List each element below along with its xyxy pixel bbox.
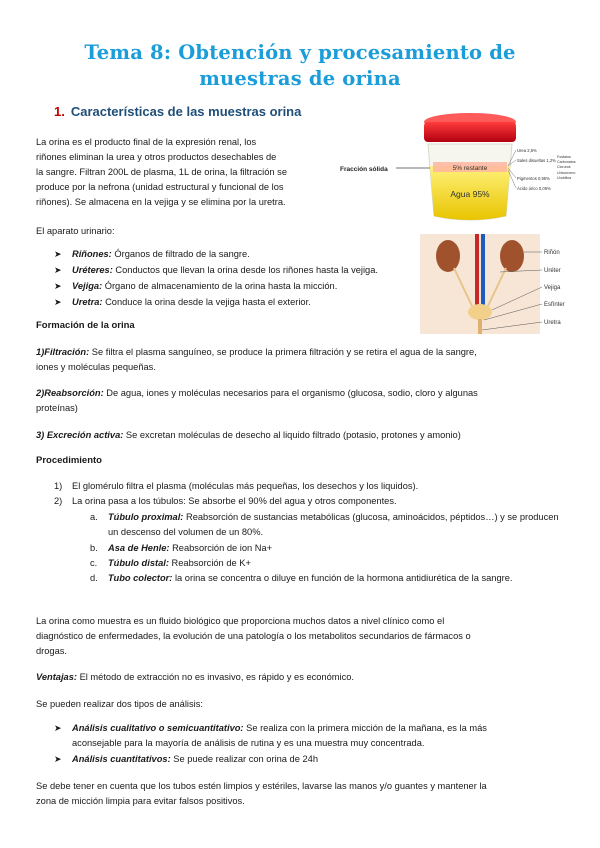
final-line-1: Se debe tener en cuenta que los tubos estén limpios y estériles, lavarse las manos y/o guantes y mantener la [36,781,487,791]
cualitativo-line-2: aconsejable para la mayoría de análisis de rutina y es una muestra muy concentrada. [72,738,425,748]
aparato-intro: El aparato urinario: [36,226,115,236]
restante-label: 5% restante [452,165,488,172]
analisis-intro: Se pueden realizar dos tipos de análisis: [36,699,203,709]
arrow-bullet-icon: ➤ [54,281,62,291]
procedimiento-heading: Procedimiento [36,455,102,466]
section-heading [54,104,301,119]
final-line-2: zona de micción limpia para evitar falsos positivos. [36,796,245,806]
vena-cava [481,234,485,309]
cup-sublabel: Fosfatos [557,155,571,159]
anat-label: Uretra [544,320,561,326]
list-item: a. Túbulo proximal: Reabsorción de sustancias metabólicas (glucosa, aminoácidos, péptidos…) y se producen un descenso del volumen de un 80%. [90,512,559,537]
muestra-line-2: diagnóstico de enfermedades, la evolución de una patología o los metabolitos secundarios de fármacos o [36,631,471,641]
arrow-bullet-icon: ➤ [54,265,62,275]
list-item: d. Tubo colector: la orina se concentra o diluye en función de la hormona antidiurética de la sangre. [90,573,513,583]
arrow-bullet-icon: ➤ [54,754,62,764]
intro-line-2: riñones eliminan la urea y otros productos desechables de [36,152,277,162]
page-title: Tema 8: Obtención y procesamiento de muestras de orina [84,41,516,90]
list-item: b. Asa de Henle: Reabsorción de ion Na+ [90,543,273,553]
list-item: 2) La orina pasa a los túbulos: Se absorbe el 90% del agua y otros componentes. [54,496,397,506]
kidney-left [436,240,460,272]
list-item: ➤ Vejiga: Órgano de almacenamiento de la orina hasta la micción. [54,279,337,294]
list-item: 1) El glomérulo filtra el plasma (moléculas más pequeñas, los desechos y los liquidos). [54,481,419,491]
cup-sublabel: Cloruros [557,165,571,169]
bladder [468,304,492,320]
anat-label: Uréter [544,268,561,274]
reabsorcion-line-1: 2)Reabsorción: De agua, iones y moléculas necesarios para el organismo (glucosa, sodio, cloro y algunas [36,388,478,398]
cup-label: Ácido úrico 0,05% [517,186,551,191]
cup-label: Urea 2,5% [517,148,537,153]
filtracion-line-1: 1)Filtración: Se filtra el plasma sanguíneo, se produce la primera filtración y se retira el agua de la sangre, [36,347,477,357]
urine-cup-figure [338,108,578,226]
muestra-line-1: La orina como muestra es un fluido biológico que proporciona muchos datos a nivel clínico como el [36,616,445,626]
intro-line-5: riñones). Se almacena en la vejiga y se elimina por la uretra. [36,197,286,207]
list-item: ➤ Riñones: Órganos de filtrado de la sangre. [54,247,250,262]
ventajas-line: Ventajas: El método de extracción no es invasivo, es rápido y es económico. [36,672,354,682]
filtracion-line-2: iones y moléculas pequeñas. [36,362,156,372]
aorta [475,234,479,309]
cup-label: Sales disueltas 1,2% [517,158,556,163]
urethra [478,319,482,334]
anat-label: Esfínter [544,302,565,308]
cup-sublabel: Carbonatos [557,160,576,164]
list-item: ➤ Análisis cualitativo o semicuantitativo: Se realiza con la primera micción de la mañana, es la más [54,721,487,736]
fraccion-label: Fracción sólida [340,166,388,173]
excrecion-line: 3) Excreción activa: Se excretan moléculas de desecho al liquido filtrado (potasio, protones y amonio) [36,430,461,440]
formacion-heading: Formación de la orina [36,320,135,331]
intro-line-4: produce por la nefrona (unidad estructural y funcional de los [36,182,284,192]
cup-label: Pigmentos 0,95% [517,176,550,181]
anat-label: Vejiga [544,285,561,291]
reabsorcion-line-2: proteínas) [36,403,78,413]
list-item: ➤ Uretra: Conduce la orina desde la vejiga hasta el exterior. [54,295,311,310]
cup-cap [424,122,516,142]
kidney-right [500,240,524,272]
cup-sublabel: Urobilina [557,176,572,180]
list-item: ➤ Uréteres: Conductos que llevan la orina desde los riñones hasta la vejiga. [54,263,378,278]
arrow-bullet-icon: ➤ [54,297,62,307]
section-number: 1. [54,104,65,119]
anat-label: Riñón [544,250,560,256]
intro-line-1: La orina es el producto final de la expresión renal, los [36,137,257,147]
intro-line-3: la sangre. Filtran 200L de plasma, 1L de orina, la filtración se [36,167,287,177]
muestra-line-3: drogas. [36,646,68,656]
section-heading-text: Características de las muestras orina [70,104,302,119]
agua-label: Agua 95% [450,189,490,199]
urinary-system-figure [420,234,580,334]
list-item: ➤ Análisis cuantitativos: Se puede realizar con orina de 24h [54,752,318,767]
cup-sublabel: Uricocromo [557,171,576,175]
arrow-bullet-icon: ➤ [54,723,62,733]
arrow-bullet-icon: ➤ [54,249,62,259]
list-item: c. Túbulo distal: Reabsorción de K+ [90,558,251,568]
